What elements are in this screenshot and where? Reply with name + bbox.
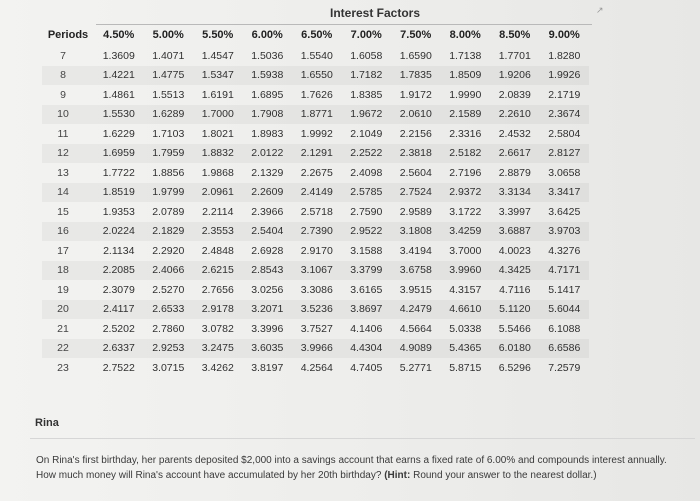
factor-cell: 2.8127 — [548, 147, 581, 160]
factor-cell: 5.1120 — [499, 303, 531, 316]
factor-cell: 2.8543 — [251, 264, 284, 277]
factor-cell: 3.9703 — [548, 225, 581, 238]
factor-cell: 2.1134 — [103, 244, 135, 257]
factor-cell: 3.6758 — [399, 264, 432, 277]
rate-header: 7.00% — [350, 29, 382, 41]
factor-cell: 3.7000 — [449, 244, 482, 257]
question-divider — [30, 438, 695, 439]
factor-cell: 1.8509 — [449, 69, 482, 82]
factor-cell: 5.6044 — [548, 303, 581, 316]
table-row — [42, 358, 589, 378]
factor-cell: 2.5785 — [350, 186, 383, 199]
factor-cell: 2.2610 — [498, 108, 531, 121]
factor-cell: 1.6550 — [300, 69, 333, 82]
factor-cell: 3.4259 — [449, 225, 482, 238]
factor-cell: 3.7527 — [300, 322, 333, 335]
factor-cell: 2.9372 — [449, 186, 482, 199]
factor-cell: 1.6191 — [201, 88, 234, 101]
factor-cell: 4.7171 — [548, 264, 581, 277]
rate-header: 8.00% — [449, 29, 481, 41]
factor-cell: 2.3316 — [449, 127, 482, 140]
period-cell: 13 — [57, 166, 69, 179]
factor-cell: 1.8519 — [102, 186, 135, 199]
factor-cell: 5.1417 — [548, 283, 581, 296]
cursor-icon: ↗ — [596, 5, 604, 15]
factor-cell: 5.0338 — [449, 322, 482, 335]
factor-cell: 1.4775 — [152, 69, 185, 82]
period-cell: 19 — [57, 283, 69, 296]
factor-cell: 3.3997 — [498, 205, 531, 218]
period-cell: 22 — [57, 342, 69, 355]
factor-cell: 2.9253 — [152, 342, 185, 355]
factor-cell: 1.3609 — [102, 49, 135, 62]
factor-cell: 2.6337 — [102, 342, 135, 355]
table-row — [42, 46, 589, 66]
factor-cell: 2.0224 — [102, 225, 135, 238]
factor-cell: 3.5236 — [300, 303, 333, 316]
factor-cell: 2.6215 — [201, 264, 234, 277]
table-row — [42, 202, 589, 222]
factor-cell: 6.6586 — [548, 342, 581, 355]
factor-cell: 3.3086 — [300, 283, 333, 296]
factor-cell: 1.6895 — [251, 88, 284, 101]
factor-cell: 1.9990 — [449, 88, 482, 101]
factor-cell: 1.5513 — [152, 88, 185, 101]
factor-cell: 5.4365 — [449, 342, 482, 355]
factor-cell: 1.6229 — [102, 127, 135, 140]
rate-header: 5.00% — [152, 29, 184, 41]
factor-cell: 3.8697 — [350, 303, 383, 316]
period-cell: 14 — [57, 186, 69, 199]
factor-cell: 2.5182 — [449, 147, 482, 160]
factor-cell: 1.7103 — [152, 127, 185, 140]
table-header-row — [42, 24, 589, 46]
section-label: Rina — [35, 417, 59, 429]
question-body: On Rina's first birthday, her parents deposited $2,000 into a savings account that earns a fixed rate of 6.00% and compounds interest annually. How much money will Rina's account have accumulated by her 20th birthday? — [36, 455, 667, 481]
interest-factors-table — [42, 24, 589, 378]
factor-cell: 2.4117 — [103, 303, 135, 316]
factor-cell: 2.0961 — [201, 186, 234, 199]
factor-cell: 2.7656 — [201, 283, 234, 296]
factor-cell: 2.1329 — [251, 166, 284, 179]
factor-cell: 3.3134 — [498, 186, 531, 199]
factor-cell: 6.5296 — [498, 361, 531, 374]
factor-cell: 3.3996 — [251, 322, 284, 335]
factor-cell: 1.9799 — [152, 186, 185, 199]
table-row — [42, 144, 589, 164]
factor-cell: 6.1088 — [548, 322, 581, 335]
factor-cell: 2.7860 — [152, 322, 185, 335]
factor-cell: 2.3674 — [548, 108, 581, 121]
period-cell: 16 — [57, 225, 69, 238]
factor-cell: 1.9926 — [548, 69, 581, 82]
factor-cell: 3.3799 — [350, 264, 383, 277]
factor-cell: 1.6058 — [350, 49, 383, 62]
factor-cell: 2.7590 — [350, 205, 383, 218]
table-row — [42, 241, 589, 261]
factor-cell: 2.1719 — [548, 88, 581, 101]
factor-cell: 3.9515 — [399, 283, 432, 296]
factor-cell: 2.6617 — [498, 147, 531, 160]
question-text — [36, 453, 686, 483]
factor-cell: 4.7116 — [499, 283, 531, 296]
factor-cell: 2.5404 — [251, 225, 284, 238]
period-cell: 17 — [57, 244, 69, 257]
factor-cell: 2.9522 — [350, 225, 383, 238]
factor-cell: 2.8879 — [498, 166, 531, 179]
factor-cell: 3.9960 — [449, 264, 482, 277]
factor-cell: 2.1291 — [300, 147, 333, 160]
factor-cell: 2.0839 — [498, 88, 531, 101]
factor-cell: 2.3553 — [201, 225, 234, 238]
factor-cell: 2.7524 — [399, 186, 432, 199]
table-row — [42, 261, 589, 281]
period-cell: 8 — [60, 69, 66, 82]
factor-cell: 2.5804 — [548, 127, 581, 140]
factor-cell: 1.9672 — [350, 108, 383, 121]
factor-cell: 1.9172 — [399, 88, 432, 101]
factor-cell: 3.4194 — [399, 244, 432, 257]
factor-cell: 4.4304 — [350, 342, 383, 355]
factor-cell: 1.6590 — [399, 49, 432, 62]
factor-cell: 2.5270 — [152, 283, 185, 296]
factor-cell: 4.7405 — [350, 361, 383, 374]
factor-cell: 2.6928 — [251, 244, 284, 257]
factor-cell: 1.7701 — [498, 49, 531, 62]
factor-cell: 4.0023 — [498, 244, 531, 257]
period-cell: 9 — [60, 88, 66, 101]
rate-header: 4.50% — [103, 29, 135, 41]
table-row — [42, 124, 589, 144]
rate-header: 5.50% — [202, 29, 234, 41]
factor-cell: 2.6533 — [152, 303, 185, 316]
factor-cell: 4.9089 — [399, 342, 432, 355]
factor-cell: 2.2156 — [399, 127, 432, 140]
table-row — [42, 66, 589, 86]
factor-cell: 4.3276 — [548, 244, 581, 257]
factor-cell: 1.7722 — [102, 166, 135, 179]
factor-cell: 2.4066 — [152, 264, 185, 277]
factor-cell: 3.3417 — [548, 186, 581, 199]
factor-cell: 4.3157 — [449, 283, 482, 296]
periods-header: Periods — [47, 29, 89, 41]
rate-header: 7.50% — [400, 29, 432, 41]
factor-cell: 2.5718 — [300, 205, 333, 218]
factor-cell: 1.5540 — [300, 49, 333, 62]
table-row — [42, 85, 589, 105]
table-body — [42, 46, 589, 378]
period-cell: 18 — [57, 264, 69, 277]
factor-cell: 2.5604 — [399, 166, 432, 179]
rate-header: 6.50% — [301, 29, 333, 41]
period-cell: 20 — [57, 303, 69, 316]
factor-cell: 3.1808 — [399, 225, 432, 238]
factor-cell: 2.2085 — [102, 264, 135, 277]
factor-cell: 4.2479 — [399, 303, 432, 316]
factor-cell: 3.6165 — [350, 283, 383, 296]
factor-cell: 6.0180 — [498, 342, 531, 355]
factor-cell: 2.7522 — [102, 361, 135, 374]
table-title: Interest Factors — [329, 6, 421, 20]
factor-cell: 1.6289 — [152, 108, 185, 121]
factor-cell: 2.3079 — [102, 283, 135, 296]
factor-cell: 3.1588 — [350, 244, 383, 257]
factor-cell: 1.8771 — [300, 108, 333, 121]
factor-cell: 4.1406 — [350, 322, 383, 335]
period-cell: 15 — [57, 205, 69, 218]
table-row — [42, 105, 589, 125]
period-cell: 11 — [57, 127, 69, 140]
factor-cell: 1.8021 — [201, 127, 234, 140]
factor-cell: 2.2920 — [152, 244, 185, 257]
table-row — [42, 280, 589, 300]
factor-cell: 1.5036 — [251, 49, 284, 62]
factor-cell: 1.7138 — [449, 49, 482, 62]
factor-cell: 3.9966 — [300, 342, 333, 355]
factor-cell: 1.5938 — [251, 69, 284, 82]
factor-cell: 1.9992 — [300, 127, 333, 140]
factor-cell: 2.9589 — [399, 205, 432, 218]
factor-cell: 1.7959 — [152, 147, 185, 160]
period-cell: 12 — [57, 147, 69, 160]
factor-cell: 1.7835 — [399, 69, 432, 82]
rate-header: 8.50% — [499, 29, 531, 41]
factor-cell: 2.5202 — [102, 322, 135, 335]
factor-cell: 2.0789 — [152, 205, 185, 218]
factor-cell: 3.6425 — [548, 205, 581, 218]
factor-cell: 2.2114 — [202, 205, 234, 218]
factor-cell: 1.7626 — [300, 88, 333, 101]
factor-cell: 3.0658 — [548, 166, 581, 179]
factor-cell: 1.4221 — [102, 69, 135, 82]
factor-cell: 3.2071 — [251, 303, 284, 316]
table-row — [42, 183, 589, 203]
factor-cell: 1.4547 — [201, 49, 234, 62]
table-row — [42, 300, 589, 320]
factor-cell: 2.4098 — [350, 166, 383, 179]
factor-cell: 1.4071 — [152, 49, 185, 62]
factor-cell: 2.2522 — [350, 147, 383, 160]
factor-cell: 4.6610 — [449, 303, 482, 316]
table-row — [42, 163, 589, 183]
factor-cell: 3.1722 — [449, 205, 482, 218]
hint-label: (Hint: — [384, 470, 411, 481]
factor-cell: 3.0715 — [152, 361, 185, 374]
factor-cell: 2.7390 — [300, 225, 333, 238]
factor-cell: 3.6035 — [251, 342, 284, 355]
factor-cell: 2.3818 — [399, 147, 432, 160]
hint-text: Round your answer to the nearest dollar.) — [410, 470, 597, 481]
factor-cell: 1.8983 — [251, 127, 284, 140]
factor-cell: 3.1067 — [300, 264, 333, 277]
factor-cell: 2.1829 — [152, 225, 185, 238]
period-cell: 7 — [60, 49, 66, 62]
factor-cell: 5.5466 — [498, 322, 531, 335]
factor-cell: 1.7182 — [350, 69, 383, 82]
factor-cell: 1.7000 — [201, 108, 234, 121]
factor-cell: 2.4149 — [300, 186, 333, 199]
factor-cell: 2.3966 — [251, 205, 284, 218]
factor-cell: 2.1589 — [449, 108, 482, 121]
factor-cell: 2.4848 — [201, 244, 234, 257]
factor-cell: 1.5347 — [201, 69, 234, 82]
table-row — [42, 222, 589, 242]
factor-cell: 3.2475 — [201, 342, 234, 355]
factor-cell: 2.0610 — [399, 108, 432, 121]
factor-cell: 2.9178 — [201, 303, 234, 316]
table-row — [42, 319, 589, 339]
factor-cell: 1.6959 — [102, 147, 135, 160]
factor-cell: 1.8280 — [548, 49, 581, 62]
factor-cell: 1.9206 — [498, 69, 531, 82]
factor-cell: 1.5530 — [102, 108, 135, 121]
factor-cell: 3.8197 — [251, 361, 284, 374]
factor-cell: 4.3425 — [498, 264, 531, 277]
factor-cell: 3.0782 — [201, 322, 234, 335]
factor-cell: 4.2564 — [300, 361, 333, 374]
factor-cell: 5.8715 — [449, 361, 482, 374]
factor-cell: 2.4532 — [498, 127, 531, 140]
factor-cell: 1.9868 — [201, 166, 234, 179]
factor-cell: 2.2609 — [251, 186, 284, 199]
factor-cell: 4.5664 — [399, 322, 432, 335]
period-cell: 21 — [57, 322, 69, 335]
factor-cell: 3.6887 — [498, 225, 531, 238]
factor-cell: 2.9170 — [300, 244, 333, 257]
factor-cell: 3.0256 — [251, 283, 284, 296]
factor-cell: 3.4262 — [201, 361, 234, 374]
factor-cell: 5.2771 — [399, 361, 432, 374]
period-cell: 10 — [57, 108, 69, 121]
factor-cell: 1.7908 — [251, 108, 284, 121]
factor-cell: 1.4861 — [102, 88, 135, 101]
factor-cell: 2.7196 — [449, 166, 482, 179]
rate-header: 6.00% — [251, 29, 283, 41]
factor-cell: 1.8856 — [152, 166, 185, 179]
factor-cell: 1.9353 — [102, 205, 135, 218]
rate-header: 9.00% — [548, 29, 580, 41]
factor-cell: 1.8385 — [350, 88, 383, 101]
factor-cell: 2.2675 — [300, 166, 333, 179]
table-row — [42, 339, 589, 359]
factor-cell: 2.1049 — [350, 127, 383, 140]
factor-cell: 7.2579 — [548, 361, 581, 374]
period-cell: 23 — [57, 361, 69, 374]
factor-cell: 2.0122 — [251, 147, 284, 160]
factor-cell: 1.8832 — [201, 147, 234, 160]
